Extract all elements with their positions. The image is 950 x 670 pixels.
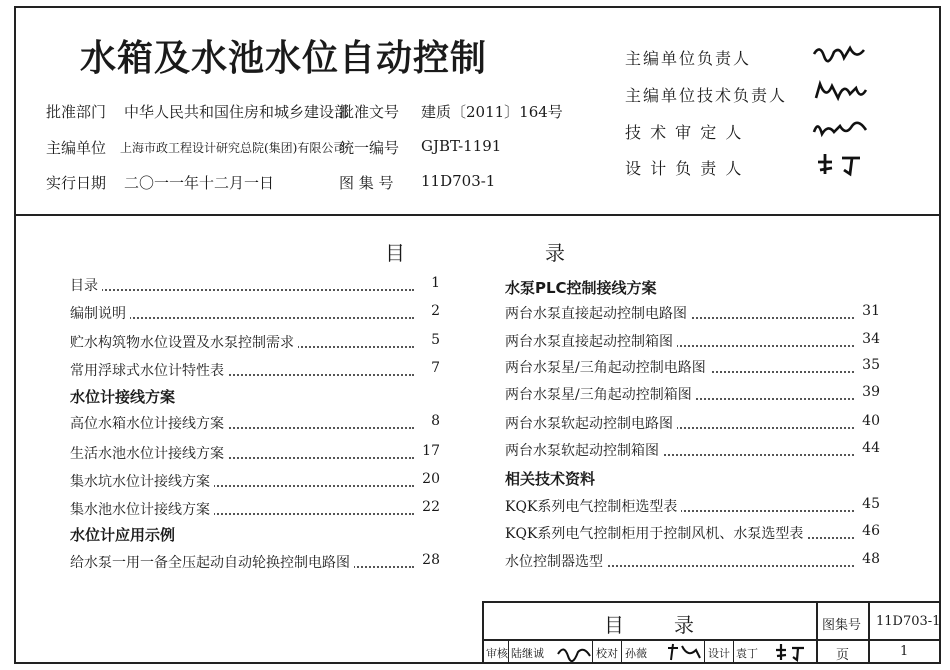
toc-entry[interactable]: [505, 551, 880, 573]
toc-entry-page: 20: [422, 471, 440, 487]
toc-entry-label: 两台水泵软起动控制电路图: [505, 413, 677, 433]
toc-entry[interactable]: [70, 275, 440, 297]
toc-heading: 目: [385, 241, 405, 265]
toc-entry-page: 22: [422, 499, 440, 515]
grid-line: [733, 639, 734, 664]
meta-label: 批准部门: [46, 103, 107, 121]
toc-entry-label: 集水坑水位计接线方案: [70, 471, 214, 491]
title-block-name: 目: [604, 613, 624, 637]
grid-line: [484, 639, 941, 641]
meta-label: 实行日期: [46, 174, 107, 192]
toc-entry-label: 两台水泵直接起动控制箱图: [505, 331, 677, 351]
toc-section-title: 相关技术资料: [505, 470, 596, 488]
toc-entry[interactable]: [70, 443, 440, 465]
toc-entry-page: 34: [862, 331, 880, 347]
toc-entry-page: 1: [431, 275, 440, 291]
meta-value: 二〇一一年十二月一日: [124, 174, 275, 192]
signature-image: [810, 150, 870, 178]
leader-dots: [70, 281, 414, 291]
role-label: 主编单位负责人: [625, 49, 752, 68]
signature-image: [664, 642, 702, 662]
grid-line: [704, 639, 705, 664]
toc-entry-page: 2: [431, 303, 440, 319]
toc-entry[interactable]: [70, 413, 440, 435]
toc-entry-label: KQK系列电气控制柜用于控制风机、水泵选型表: [505, 523, 807, 543]
toc-entry-page: 48: [862, 551, 880, 567]
toc-entry-label: 水位控制器选型: [505, 551, 607, 571]
toc-entry[interactable]: [70, 332, 440, 354]
toc-entry[interactable]: [70, 471, 440, 493]
toc-entry[interactable]: [70, 360, 440, 382]
review-label: 审核: [486, 647, 508, 660]
atlas-title: 水箱及水池水位自动控制: [80, 38, 488, 79]
title-block: [482, 601, 941, 664]
toc-entry-page: 35: [862, 357, 880, 373]
toc-entry-label: 两台水泵星/三角起动控制箱图: [505, 384, 696, 404]
toc-entry-label: 贮水构筑物水位设置及水泵控制需求: [70, 332, 298, 352]
toc-entry[interactable]: [505, 303, 880, 325]
atlas-label: 图集号: [822, 618, 862, 633]
role-label: 主编单位技术负责人: [625, 86, 788, 105]
toc-entry[interactable]: [505, 496, 880, 518]
toc-entry-label: 集水池水位计接线方案: [70, 499, 214, 519]
toc-entry-page: 5: [431, 332, 440, 348]
signature-image: [810, 40, 870, 68]
toc-entry[interactable]: [505, 357, 880, 379]
toc-entry-label: KQK系列电气控制柜选型表: [505, 496, 681, 516]
signature-image: [810, 114, 870, 142]
toc-entry-page: 40: [862, 413, 880, 429]
toc-entry-label: 给水泵一用一备全压起动自动轮换控制电路图: [70, 552, 354, 572]
toc-entry-label: 两台水泵星/三角起动控制电路图: [505, 357, 710, 377]
grid-line: [621, 639, 622, 664]
meta-value: GJBT-1191: [421, 137, 502, 155]
toc-entry-page: 45: [862, 496, 880, 512]
grid-line: [816, 603, 818, 664]
toc-entry[interactable]: [505, 384, 880, 406]
toc-entry-page: 44: [862, 440, 880, 456]
toc-entry-label: 生活水池水位计接线方案: [70, 443, 228, 463]
meta-label: 图 集 号: [339, 174, 394, 192]
design-label: 设计: [708, 647, 730, 660]
toc-section-title: 水位计接线方案: [70, 388, 176, 406]
toc-entry-label: 高位水箱水位计接线方案: [70, 413, 228, 433]
role-label: 设 计 负 责 人: [625, 159, 744, 178]
meta-label: 批准文号: [339, 103, 400, 121]
meta-value: 上海市政工程设计研究总院(集团)有限公司: [120, 141, 346, 155]
toc-entry-page: 7: [431, 360, 440, 376]
meta-label: 主编单位: [46, 139, 107, 157]
toc-entry[interactable]: [505, 413, 880, 435]
meta-value: 建质〔2011〕164号: [421, 103, 563, 121]
toc-entry-label: 编制说明: [70, 303, 130, 323]
meta-label: 统一编号: [339, 139, 400, 157]
meta-value: 11D703-1: [421, 172, 496, 190]
meta-value: 中华人民共和国住房和城乡建设部: [124, 103, 350, 121]
check-label: 校对: [596, 647, 618, 660]
signature-image: [556, 642, 592, 662]
toc-entry-page: 39: [862, 384, 880, 400]
atlas-value: 11D703-1: [876, 614, 941, 629]
toc-entry-page: 28: [422, 552, 440, 568]
toc-entry-page: 17: [422, 443, 440, 459]
page-value: 1: [900, 644, 909, 659]
toc-entry[interactable]: [505, 440, 880, 462]
toc-entry-label: 常用浮球式水位计特性表: [70, 360, 228, 380]
toc-entry[interactable]: [505, 523, 880, 545]
toc-section-title: 水位计应用示例: [70, 526, 176, 544]
toc-entry-page: 46: [862, 523, 880, 539]
check-name: 孙薇: [625, 647, 647, 660]
toc-entry[interactable]: [70, 552, 440, 574]
toc-entry[interactable]: [505, 331, 880, 353]
signature-image: [772, 642, 808, 662]
toc-heading: 录: [545, 241, 565, 265]
grid-line: [592, 639, 593, 664]
toc-entry-label: 两台水泵软起动控制箱图: [505, 440, 663, 460]
grid-line: [508, 639, 509, 664]
toc-entry-page: 8: [431, 413, 440, 429]
signature-image: [810, 78, 870, 106]
grid-line: [868, 603, 870, 664]
toc-entry-label: 两台水泵直接起动控制电路图: [505, 303, 691, 323]
toc-entry-page: 31: [862, 303, 880, 319]
header-divider: [14, 214, 941, 216]
toc-entry[interactable]: [70, 303, 440, 325]
toc-entry-label: 目录: [70, 275, 102, 295]
design-name: 袁丁: [736, 647, 758, 660]
role-label: 技 术 审 定 人: [625, 123, 744, 142]
review-name: 陆继诚: [511, 647, 544, 660]
title-block-name: 录: [674, 613, 694, 637]
page-label: 页: [836, 648, 850, 663]
toc-entry[interactable]: [70, 499, 440, 521]
toc-section-title: 水泵PLC控制接线方案: [505, 279, 657, 297]
